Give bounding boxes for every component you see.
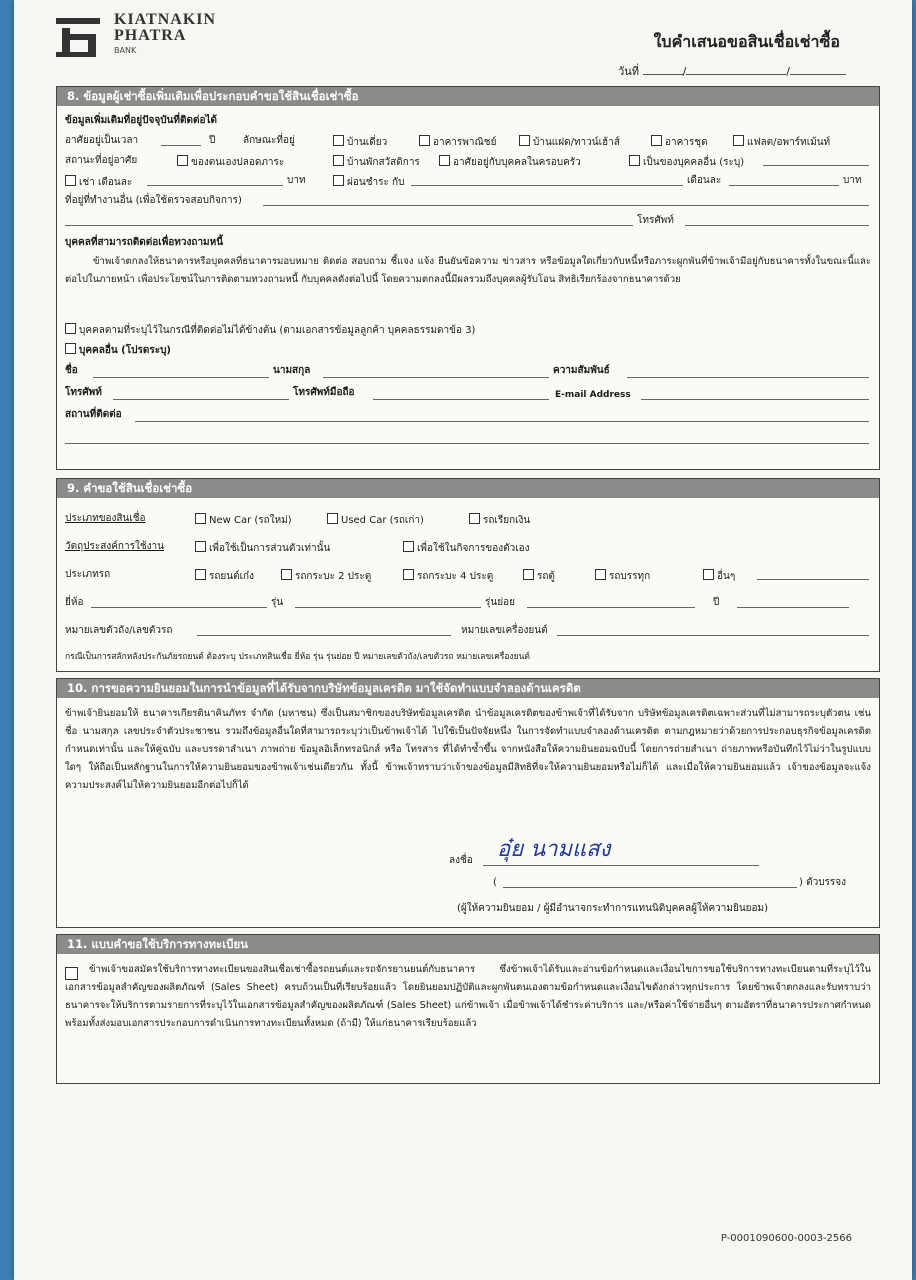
workplace-phone-field[interactable]: [685, 225, 869, 226]
bank-logo-icon: [54, 16, 104, 58]
vehicle-year-field[interactable]: [737, 607, 849, 608]
workplace-field[interactable]: [263, 205, 869, 206]
contact-title: บุคคลที่สามารถติดต่อเพื่อทวงถามหนี้: [65, 237, 224, 248]
residence-type-label: ลักษณะที่อยู่: [243, 135, 295, 146]
checkbox[interactable]: [177, 155, 188, 166]
checkbox[interactable]: [327, 513, 338, 524]
checkbox[interactable]: [333, 155, 344, 166]
vehicle-type-label: ประเภทรถ: [65, 569, 111, 580]
checkbox[interactable]: [65, 343, 76, 354]
tel-label: โทรศัพท์: [65, 387, 102, 398]
opt-house[interactable]: บ้านเดี่ยว: [333, 135, 387, 149]
section-8: [56, 86, 880, 470]
checkbox[interactable]: [195, 513, 206, 524]
opt-business[interactable]: เพื่อใช้ในกิจการของตัวเอง: [403, 541, 530, 555]
residence-time-label: อาศัยอยู่เป็นเวลา: [65, 135, 139, 146]
checkbox[interactable]: [519, 135, 530, 146]
engine-label: หมายเลขเครื่องยนต์: [461, 625, 548, 636]
mobile-label: โทรศัพท์มือถือ: [293, 387, 355, 398]
status-label: สถานะที่อยู่อาศัย: [65, 155, 138, 166]
opt-truck[interactable]: รถบรรทุก: [595, 569, 650, 583]
checkbox[interactable]: [333, 175, 344, 186]
checkbox[interactable]: [439, 155, 450, 166]
model-field[interactable]: [295, 607, 481, 608]
opt-family[interactable]: อาศัยอยู่กับบุคคลในครอบครัว: [439, 155, 581, 169]
checkbox[interactable]: [419, 135, 430, 146]
opt-others[interactable]: อื่นๆ: [703, 569, 735, 583]
bank-name-line2: PHATRA: [114, 27, 187, 44]
section-10-title: 10. การขอความยินยอมในการนำข้อมูลที่ได้รับจากบริษัทข้อมูลเครดิต มาใช้จัดทำแบบจำลองด้านเครดิต: [57, 679, 879, 698]
checkbox[interactable]: [333, 135, 344, 146]
opt-new-car[interactable]: New Car (รถใหม่): [195, 513, 292, 527]
date-year-field[interactable]: [790, 64, 846, 75]
opt-commercial[interactable]: อาคารพาณิชย์: [419, 135, 496, 149]
date-label: วันที่: [618, 65, 640, 78]
section-11: [56, 934, 880, 1084]
email-field[interactable]: [641, 399, 869, 400]
opt-van[interactable]: รถตู้: [523, 569, 555, 583]
others-field[interactable]: [757, 579, 869, 580]
insurance-note: กรณีเป็นการสลักหลังประกันภัยรถยนต์ ต้องระบุ ประเภทสินเชื่อ ยี่ห้อ รุ่น รุ่นย่อย ปี หมายเลขตัวถัง/เลขตัวรถ หมายเลขเครื่องยนต์: [65, 652, 530, 662]
bank-name-line1: KIATNAKIN: [114, 11, 217, 28]
checkbox[interactable]: [195, 541, 206, 552]
purpose-label: วัตถุประสงค์การใช้งาน: [65, 541, 164, 552]
date-row: วันที่ / /: [618, 62, 846, 80]
section-11-title: 11. แบบคำขอใช้บริการทางทะเบียน: [57, 935, 879, 954]
opt-other-owner[interactable]: เป็นของบุคคลอื่น (ระบุ): [629, 155, 744, 169]
sign-label: ลงชื่อ: [449, 855, 473, 866]
section-10: [56, 678, 880, 928]
surname-label: นามสกุล: [273, 365, 311, 376]
opt-welfare[interactable]: บ้านพักสวัสดิการ: [333, 155, 420, 169]
workplace-label: ที่อยู่ที่ทำงานอื่น (เพื่อใช้ตรวจสอบกิจการ): [65, 195, 242, 206]
section-8-title: 8. ข้อมูลผู้เช่าซื้อเพิ่มเติมเพื่อประกอบคำขอใช้สินเชื่อเช่าซื้อ: [57, 87, 879, 106]
form-title: ใบคำเสนอขอสินเชื่อเช่าซื้อ: [653, 32, 840, 51]
date-month-field[interactable]: [686, 64, 786, 75]
contact-paragraph: ข้าพเจ้าตกลงให้ธนาคารหรือบุคคลที่ธนาคารมอบหมาย ติดต่อ สอบถาม ชี้แจง แจ้ง ยืนยันข้อความ ข่าวสาร หรือข้อมูลใดเกี่ยวกับหนี้หรือภาระผูกพันที่ข้าพเจ้ามีอยู่กับธนาคารทั้งในขณะนี้และต่อไปในภายหน้า เพื่อประโยชน์ในการติดตามทวงถามหนี้ กับบุคคลดังต่อไปนี้ โดยความตกลงนี้มีผลรวมถึงบุคคลผู้รับโอน สิทธิเรียกร้องจากธนาคารด้วย: [65, 256, 871, 285]
year-label: ปี: [209, 135, 216, 146]
checkbox[interactable]: [403, 569, 414, 580]
section-9-title: 9. คำขอใช้สินเชื่อเช่าซื้อ: [57, 479, 879, 498]
brand-label: ยี่ห้อ: [65, 597, 84, 608]
name-label: ชื่อ: [65, 365, 78, 376]
checkbox[interactable]: [65, 175, 76, 186]
submodel-field[interactable]: [527, 607, 695, 608]
model-label: รุ่น: [271, 597, 284, 608]
per-month-label: เดือนละ: [687, 175, 722, 186]
surname-field[interactable]: [323, 377, 549, 378]
registration-paragraph: ข้าพเจ้าขอสมัครใช้บริการทางทะเบียนของสินเชื่อเช่าซื้อรถยนต์และรถจักรยานยนต์กับธนาคาร ซึ่งข้าพเจ้าได้รับและอ่านข้อกำหนดและเงื่อนไขการขอใช้บริการทางทะเบียนตามที่ระบุไว้ในเอกสารข้อมูลสำคัญของผลิตภัณฑ์ (Sales Sheet) ครบถ้วนเป็นที่เรียบร้อยแล้ว โดยยินยอมปฏิบัติและผูกพันตนเองตามข้อกำหนดและเงื่อนไขดังกล่าวทุกประการ โดยข้าพเจ้าตกลงและรับทราบว่า ธนาคารจะให้บริการตามรายการที่ระบุไว้ในเอกสารข้อมูลสำคัญของผลิตภัณฑ์ (Sales Sheet) แก่ข้าพเจ้า เมื่อข้าพเจ้าได้ชำระค่าบริการ และ/หรือค่าใช้จ่ายอื่นๆ ตามอัตราที่ธนาคารประกาศกำหนด พร้อมทั้งส่งมอบเอกสารประกอบการดำเนินการทางทะเบียนทั้งหมด (ถ้ามี) ให้แก่ธนาคารเรียบร้อยแล้ว: [65, 964, 871, 1029]
checkbox[interactable]: [703, 569, 714, 580]
contact-address-label: สถานที่ติดต่อ: [65, 409, 122, 420]
other-owner-field[interactable]: [763, 165, 869, 166]
checkbox[interactable]: [195, 569, 206, 580]
print-name-open: (: [493, 877, 497, 888]
signer-note: (ผู้ให้ความยินยอม / ผู้มีอำนาจกระทำการแทนนิติบุคคลผู้ให้ความยินยอม): [457, 903, 769, 914]
address-subtitle: ข้อมูลเพิ่มเติมที่อยู่ปัจจุบันที่ติดต่อได้: [65, 115, 217, 126]
contact-address-field[interactable]: [135, 421, 869, 422]
residence-years-field[interactable]: [161, 145, 201, 146]
checkbox[interactable]: [469, 513, 480, 524]
print-name-label: ) ตัวบรรจง: [799, 877, 847, 888]
section-9: [56, 478, 880, 672]
submodel-label: รุ่นย่อย: [485, 597, 515, 608]
opt-car-loan[interactable]: รถเรียกเงิน: [469, 513, 530, 527]
checkbox[interactable]: [403, 541, 414, 552]
rent-amount-field[interactable]: [147, 185, 283, 186]
opt-used-car[interactable]: Used Car (รถเก่า): [327, 513, 424, 527]
opt-sedan[interactable]: รถยนต์เก๋ง: [195, 569, 254, 583]
relation-label: ความสัมพันธ์: [553, 365, 610, 376]
bank-name: [114, 12, 216, 44]
consent-paragraph: ข้าพเจ้ายินยอมให้ ธนาคารเกียรตินาคินภัทร จำกัด (มหาชน) ซึ่งเป็นสมาชิกของบริษัทข้อมูลเครดิต นำข้อมูลเครดิตของข้าพเจ้าที่ได้รับจาก บริษัทข้อมูลเครดิตเฉพาะส่วนที่ไม่สามารถระบุตัวตน เช่น ชื่อ นามสกุล เลขประจำตัวประชาชน รวมถึงข้อมูลอื่นใดที่สามารถระบุว่าเป็นข้าพเจ้าได้ ไปใช้เป็นปัจจัยหนึ่ง ในการจัดทำแบบจำลองด้านเครดิต ตามกฎหมายว่าด้วยการประกอบธุรกิจข้อมูลเครดิตกำหนดเท่านั้น และให้คู่ฉบับ และบรรดาสำเนา ภาพถ่าย ข้อมูลอิเล็กทรอนิกส์ หรือ โทรสาร ที่ได้ทำซ้ำขึ้น จากหนังสือให้ความยินยอมฉบับนี้ โดยการถ่ายสำเนา ถ่ายภาพหรือบันทึกไว้ไม่ว่าในรูปแบบใดๆ ให้ถือเป็นหลักฐานในการให้ความยินยอมของข้าพเจ้าเช่นเดียวกัน ทั้งนี้ ข้าพเจ้าทราบว่าเจ้าของข้อมูลมีสิทธิที่จะให้ความยินยอมหรือไม่ก็ได้ และเมื่อให้ความยินยอมแล้ว เจ้าของข้อมูลจะแจ้งความประสงค์ไม่ให้ความยินยอมอีกต่อไปก็ได้: [65, 708, 871, 791]
checkbox[interactable]: [651, 135, 662, 146]
baht-label-2: บาท: [843, 175, 862, 186]
print-name-field[interactable]: [503, 887, 797, 888]
name-field[interactable]: [93, 377, 269, 378]
checkbox[interactable]: [523, 569, 534, 580]
date-day-field[interactable]: [643, 64, 683, 75]
engine-field[interactable]: [557, 635, 869, 636]
relation-field[interactable]: [627, 377, 869, 378]
opt-personal[interactable]: เพื่อใช้เป็นการส่วนตัวเท่านั้น: [195, 541, 330, 555]
brand-field[interactable]: [91, 607, 267, 608]
workplace-field-2[interactable]: [65, 225, 633, 226]
form-code: P-0001090600-0003-2566: [720, 1233, 852, 1244]
workplace-phone-label: โทรศัพท์: [637, 215, 674, 226]
baht-label: บาท: [287, 175, 306, 186]
opt-own[interactable]: ของตนเองปลอดภาระ: [177, 155, 284, 169]
handwritten-signature: อุ๋ย นามแสง: [497, 837, 611, 862]
opt-flat[interactable]: แฟลต/อพาร์ทเม้นท์: [733, 135, 830, 149]
chassis-label: หมายเลขตัวถัง/เลขตัวรถ: [65, 625, 173, 636]
opt-installment[interactable]: ผ่อนชำระ กับ: [333, 175, 404, 189]
vehicle-year-label: ปี: [713, 597, 720, 608]
chassis-field[interactable]: [197, 635, 451, 636]
opt-pickup4[interactable]: รถกระบะ 4 ประตู: [403, 569, 493, 583]
form-page: [14, 0, 912, 1280]
opt-rent[interactable]: เช่า เดือนละ: [65, 175, 132, 189]
opt-townhouse[interactable]: บ้านแฝด/ทาวน์เฮ้าส์: [519, 135, 620, 149]
product-type-label: ประเภทของสินเชื่อ: [65, 513, 146, 524]
contact-address-field-2[interactable]: [65, 443, 869, 444]
opt-specified-person[interactable]: บุคคลตามที่ระบุไว้ในกรณีที่ติดต่อไม่ได้ข้างต้น (ตามเอกสารข้อมูลลูกค้า บุคคลธรรมดาข้อ 3): [65, 323, 475, 337]
opt-other-person[interactable]: บุคคลอื่น (โปรดระบุ): [65, 343, 171, 357]
mobile-field[interactable]: [373, 399, 549, 400]
tel-field[interactable]: [113, 399, 289, 400]
email-label: E-mail Address: [555, 390, 631, 400]
checkbox[interactable]: [281, 569, 292, 580]
checkbox[interactable]: [595, 569, 606, 580]
checkbox[interactable]: [733, 135, 744, 146]
opt-pickup2[interactable]: รถกระบะ 2 ประตู: [281, 569, 371, 583]
checkbox[interactable]: [65, 323, 76, 334]
installment-with-field[interactable]: [411, 185, 683, 186]
bank-sub: BANK: [114, 46, 137, 55]
checkbox[interactable]: [629, 155, 640, 166]
opt-condo[interactable]: อาคารชุด: [651, 135, 708, 149]
installment-amount-field[interactable]: [729, 185, 839, 186]
